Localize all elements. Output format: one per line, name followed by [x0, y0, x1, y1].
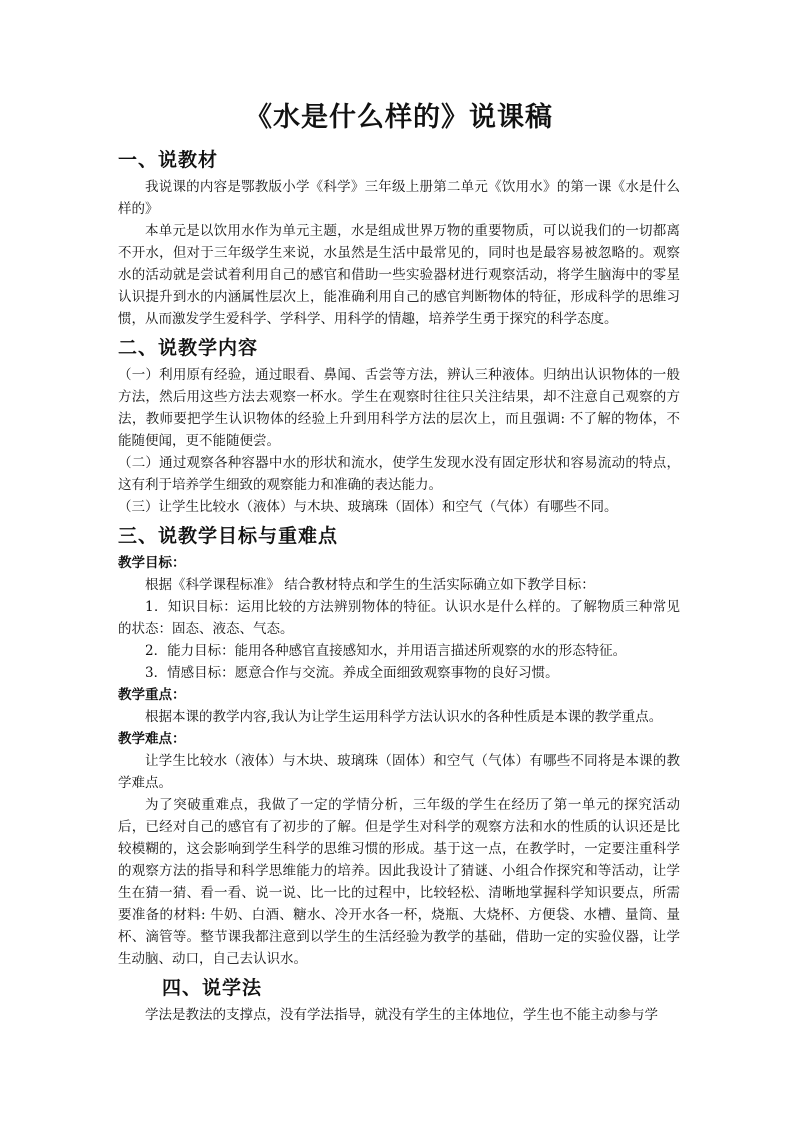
section-heading-content: 二、说教学内容: [118, 337, 259, 359]
section-heading-learning-method: 四、说学法: [162, 977, 263, 999]
paragraph: 我说课的内容是鄂教版小学《科学》三年级上册第二单元《饮用水》的第一课《水是什么样的》: [118, 179, 680, 217]
list-item: 1．知识目标：运用比较的方法辨别物体的特征。认识水是什么样的。了解物质三种常见的状态：固态、液态、气态。: [118, 599, 680, 637]
list-item: 3．情感目标：愿意合作与交流。养成全面细致观察事物的良好习惯。: [145, 665, 559, 681]
document-body: [118, 96, 680, 1026]
paragraph: 让学生比较水（液体）与木块、玻璃珠（固体）和空气（气体）有哪些不同将是本课的教学难点。: [118, 753, 680, 791]
paragraph: 根据《科学课程标准》 结合教材特点和学生的生活实际确立如下教学目标：: [145, 577, 595, 593]
subheading-difficulty: 教学难点：: [118, 731, 186, 747]
paragraph: 为了突破重难点，我做了一定的学情分析，三年级的学生在经历了第一单元的探究活动后，已经对自己的感官有了初步的了解。但是学生对科学的观察方法和水的性质的认识还是比较模糊的，这会影响到学生科学的思维习惯的形成。基于这一点，在教学时，一定要注重科学的观察方法的指导和科学思维能力的培养。因此我设计了猜谜、小组合作探究和等活动，让学生在猜一猜、看一看、说一说、比一比的过程中，比较轻松、清晰地掌握科学知识要点，所需要准备的材料: 牛奶、白酒、糖水、冷开水各一杯，烧瓶、大烧杯、方便袋、水槽、量筒、量杯、滴管等。整节课我都注意到以学生的生活经验为教学的基础，借助一定的实验仪器，让学生动脑、动口，自己去认识水。: [118, 797, 680, 967]
list-item: 2．能力目标：能用各种感官直接感知水，并用语言描述所观察的水的形态特征。: [145, 643, 627, 659]
paragraph: 本单元是以饮用水作为单元主题，水是组成世界万物的重要物质，可以说我们的一切都离不开水，但对于三年级学生来说，水虽然是生活中最常见的，同时也是最容易被忽略的。观察水的活动就是尝试着利用自己的感官和借助一些实验器材进行观察活动，将学生脑海中的零星认识提升到水的内涵属性层次上，能准确利用自己的感官判断物体的特征，形成科学的思维习惯，从而激发学生爱科学、学科学、用科学的情趣，培养学生勇于探究的科学态度。: [118, 223, 680, 327]
subheading-goals: 教学目标：: [118, 555, 186, 571]
section-heading-goals: 三、说教学目标与重难点: [118, 525, 339, 547]
subheading-key-point: 教学重点：: [118, 687, 186, 703]
paragraph: （一）利用原有经验，通过眼看、鼻闻、舌尝等方法，辨认三种液体。归纳出认识物体的一般方法，然后用这些方法去观察一杯水。学生在观察时往往只关注结果，却不注意自己观察的方法，教师要把学生认识物体的经验上升到用科学方法的层次上，而且强调: 不了解的物体，不能随便闻，更不能随便尝。: [118, 367, 680, 449]
paragraph: （二）通过观察各种容器中水的形状和流水，使学生发现水没有固定形状和容易流动的特点，这有利于培养学生细致的观察能力和准确的表达能力。: [118, 455, 680, 493]
paragraph: 学法是教法的支撑点，没有学法指导，就没有学生的主体地位，学生也不能主动参与学: [145, 1007, 658, 1023]
document-title: 《水是什么样的》说课稿: [245, 102, 553, 133]
paragraph: 根据本课的教学内容,我认为让学生运用科学方法认识水的各种性质是本课的教学重点。: [145, 709, 663, 725]
section-heading-textbook: 一、说教材: [118, 149, 219, 171]
paragraph: （三）让学生比较水（液体）与木块、玻璃珠（固体）和空气（气体）有哪些不同。: [118, 499, 618, 515]
